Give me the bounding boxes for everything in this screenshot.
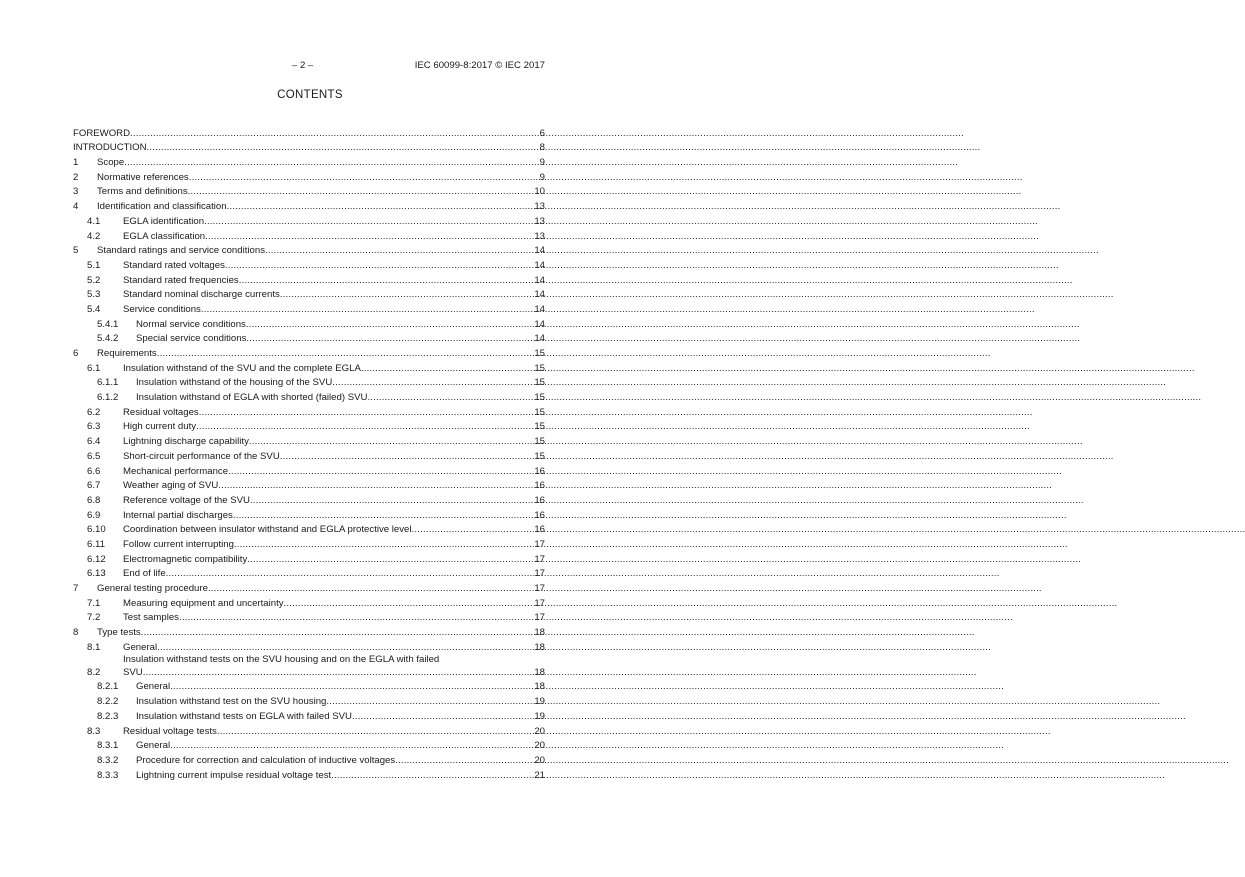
toc-entry[interactable] (73, 678, 545, 693)
toc-entry[interactable] (73, 168, 545, 183)
toc-entry-number: 6.12 (87, 553, 106, 565)
toc-entry-page: 16 (534, 465, 545, 477)
toc-entry-title: Insulation withstand tests on the SVU housing and on the EGLA with failed (123, 653, 440, 665)
toc-entry[interactable] (73, 315, 545, 330)
toc-entry[interactable] (73, 491, 545, 506)
toc-entry-page: 17 (534, 583, 545, 594)
toc-leader-dots (361, 363, 534, 374)
toc-leader-dots (208, 583, 534, 594)
toc-entry-title: General (136, 740, 171, 752)
toc-entry-number: 6.13 (87, 568, 106, 580)
page-number-marker: – 2 – (292, 60, 314, 71)
toc-entry-number: 8.3.2 (97, 754, 119, 766)
toc-leader-dots (179, 612, 534, 623)
toc-entry-page: 16 (534, 509, 545, 521)
toc-entry-page: 14 (534, 303, 545, 315)
toc-entry-number: 7.1 (87, 597, 101, 609)
toc-entry-title: EGLA identification (123, 215, 205, 227)
toc-leader-dots (170, 681, 534, 692)
toc-entry[interactable] (73, 623, 545, 638)
toc-entry-page: 20 (534, 725, 545, 737)
toc-leader-dots (280, 451, 535, 462)
toc-entry-number: 8.2.1 (97, 681, 119, 693)
toc-leader-dots (217, 726, 534, 737)
toc-leader-dots (412, 524, 535, 535)
toc-entry-page: 15 (534, 421, 545, 433)
toc-entry-number: 6.6 (87, 465, 101, 477)
toc-entry[interactable] (73, 139, 545, 154)
toc-entry-number: 6.4 (87, 436, 101, 448)
toc-entry-title: Residual voltages (123, 406, 199, 418)
toc-leader-dots (239, 275, 535, 286)
toc-entry[interactable] (73, 227, 545, 242)
toc-entry-number: 8.1 (87, 641, 101, 653)
toc-entry-title: Short-circuit performance of the SVU (123, 450, 280, 462)
toc-entry-number: 6.1.1 (97, 377, 119, 389)
page-title: CONTENTS (277, 89, 343, 101)
toc-leader-dots (189, 172, 540, 183)
toc-entry-title: Follow current interrupting (123, 538, 234, 550)
toc-leader-dots (141, 627, 535, 638)
toc-entry-number: 6.1.2 (97, 392, 119, 404)
toc-entry-title: General testing procedure (97, 583, 208, 594)
toc-entry-title: Standard nominal discharge currents (123, 289, 280, 301)
toc-entry[interactable] (73, 722, 545, 737)
toc-entry-title: Weather aging of SVU (123, 480, 219, 492)
toc-entry[interactable] (73, 153, 545, 168)
toc-entry-page: 14 (534, 333, 545, 345)
toc-entry[interactable] (73, 388, 545, 403)
toc-entry-title: Mechanical performance (123, 465, 229, 477)
toc-entry[interactable] (73, 330, 545, 345)
toc-entry-page: 15 (534, 436, 545, 448)
toc-entry-page: 14 (534, 318, 545, 330)
toc-leader-dots (246, 333, 534, 344)
toc-entry[interactable] (73, 197, 545, 212)
toc-leader-dots (157, 642, 534, 653)
toc-entry-title: Insulation withstand test on the SVU housing (136, 696, 327, 708)
toc-entry[interactable] (73, 359, 545, 374)
toc-entry-title: INTRODUCTION (73, 142, 147, 154)
toc-entry-page: 15 (534, 392, 545, 404)
toc-entry-title: Coordination between insulator withstand and EGLA protective level (123, 524, 412, 536)
toc-entry-page: 14 (534, 245, 545, 257)
toc-entry-number: 4 (73, 201, 79, 213)
toc-leader-dots (227, 201, 535, 212)
toc-entry[interactable] (73, 506, 545, 521)
toc-leader-dots (250, 495, 534, 506)
toc-leader-dots (204, 216, 534, 227)
toc-entry-number: 8.2.3 (97, 710, 119, 722)
toc-entry-page: 18 (534, 666, 545, 678)
toc-entry[interactable] (73, 344, 545, 359)
toc-leader-dots (331, 770, 534, 781)
toc-entry-title: High current duty (123, 421, 197, 433)
toc-entry-number: 6.5 (87, 450, 101, 462)
toc-entry-title: Reference voltage of the SVU (123, 494, 250, 506)
toc-entry-page: 17 (534, 612, 545, 624)
toc-leader-dots (332, 377, 534, 388)
toc-entry-number: 8.3.1 (97, 740, 119, 752)
toc-entry-page: 13 (534, 201, 545, 213)
toc-entry-title: Insulation withstand tests on EGLA with failed SVU (136, 710, 352, 722)
toc-entry-title: Insulation withstand of the SVU and the complete EGLA (123, 362, 361, 374)
toc-leader-dots (157, 348, 535, 359)
toc-entry-page: 16 (534, 480, 545, 492)
toc-leader-dots (225, 260, 534, 271)
toc-entry[interactable] (73, 432, 545, 447)
toc-entry[interactable] (73, 212, 545, 227)
toc-entry-title: Requirements (97, 348, 157, 359)
toc-entry-title-continued: SVU (123, 666, 143, 678)
toc-entry-page: 6 (539, 127, 545, 139)
toc-entry-page: 16 (534, 524, 545, 536)
toc-entry-title: Insulation withstand of EGLA with shorted (failed) SVU (136, 392, 368, 404)
toc-entry-page: 15 (534, 377, 545, 389)
toc-leader-dots (188, 186, 535, 197)
toc-leader-dots (199, 407, 535, 418)
toc-entry-number: 1 (73, 157, 79, 169)
toc-entry-page: 17 (534, 538, 545, 550)
toc-entry-title: General (136, 681, 171, 693)
toc-leader-dots (218, 480, 534, 491)
toc-leader-dots (367, 392, 534, 403)
toc-entry[interactable] (73, 751, 545, 766)
toc-entry-number: 6.3 (87, 421, 101, 433)
toc-entry-page: 18 (534, 627, 545, 639)
toc-entry[interactable] (73, 447, 545, 462)
toc-leader-dots (166, 568, 535, 579)
toc-entry-page: 16 (534, 494, 545, 506)
toc-entry-number: 6 (73, 348, 79, 359)
toc-entry-title: Type tests (97, 627, 141, 639)
toc-entry-title: Measuring equipment and uncertainty (123, 597, 284, 609)
toc-entry-title: Service conditions (123, 303, 201, 315)
toc-entry-number: 5.2 (87, 274, 101, 286)
document-page (0, 0, 620, 877)
toc-entry-page: 20 (534, 740, 545, 752)
toc-entry[interactable] (73, 477, 545, 492)
toc-entry-number: 6.7 (87, 480, 101, 492)
toc-entry-number: 8 (73, 627, 79, 639)
toc-entry[interactable] (73, 286, 545, 301)
toc-entry-title: Internal partial discharges (123, 509, 233, 521)
toc-leader-dots (265, 245, 534, 256)
toc-entry-number: 5.4.1 (97, 318, 119, 330)
toc-entry-page: 13 (534, 215, 545, 227)
page-header (0, 60, 620, 74)
toc-leader-dots (234, 539, 534, 550)
toc-entry[interactable] (73, 242, 545, 257)
toc-leader-dots (249, 436, 534, 447)
toc-entry[interactable] (73, 256, 545, 271)
toc-entry[interactable] (73, 638, 545, 653)
toc-entry[interactable] (73, 183, 545, 198)
toc-entry[interactable] (73, 565, 545, 580)
toc-entry[interactable] (73, 418, 545, 433)
toc-entry[interactable] (73, 766, 545, 781)
toc-leader-dots (228, 466, 534, 477)
toc-entry-title: Identification and classification (97, 201, 227, 213)
toc-entry-number: 6.1 (87, 362, 101, 374)
toc-entry-number: 5.3 (87, 289, 101, 301)
toc-entry-title: Standard rated voltages (123, 259, 225, 271)
toc-entry-title: Terms and definitions (97, 186, 188, 198)
toc-leader-dots (147, 142, 540, 153)
toc-leader-dots (246, 319, 534, 330)
toc-entry-page: 17 (534, 597, 545, 609)
toc-entry[interactable] (73, 653, 545, 678)
toc-entry-number: 5.4.2 (97, 333, 119, 345)
toc-leader-dots (247, 554, 534, 565)
toc-entry-title: Normal service conditions (136, 318, 246, 330)
toc-entry-number: 8.2 (87, 666, 101, 678)
toc-leader-dots (284, 598, 535, 609)
toc-entry[interactable] (73, 594, 545, 609)
toc-entry-number: 7.2 (87, 612, 101, 624)
toc-leader-dots (326, 696, 534, 707)
toc-leader-dots (352, 711, 534, 722)
toc-entry-page: 15 (534, 348, 545, 359)
toc-entry-page: 10 (534, 186, 545, 198)
toc-entry-title: Lightning current impulse residual voltage test (136, 769, 332, 781)
toc-entry-number: 3 (73, 186, 79, 198)
toc-entry-number: 4.2 (87, 230, 101, 242)
toc-entry-number: 8.2.2 (97, 696, 119, 708)
toc-entry-number: 6.8 (87, 494, 101, 506)
toc-entry-title: Standard rated frequencies (123, 274, 239, 286)
toc-entry-page: 13 (534, 230, 545, 242)
toc-leader-dots (395, 755, 534, 766)
toc-entry-title: Lightning discharge capability (123, 436, 249, 448)
toc-entry-page: 18 (534, 641, 545, 653)
toc-entry-title: End of life (123, 568, 166, 580)
standard-reference: IEC 60099-8:2017 © IEC 2017 (414, 60, 545, 71)
toc-entry-title: Residual voltage tests (123, 725, 217, 737)
table-of-contents (73, 124, 545, 781)
toc-entry-page: 15 (534, 362, 545, 374)
toc-entry[interactable] (73, 550, 545, 565)
toc-entry[interactable] (73, 609, 545, 624)
toc-leader-dots (143, 667, 535, 678)
toc-entry-page: 15 (534, 450, 545, 462)
toc-leader-dots (130, 128, 540, 139)
toc-entry-title: Standard ratings and service conditions (97, 245, 265, 257)
toc-entry-number: 8.3 (87, 725, 101, 737)
toc-entry[interactable] (73, 579, 545, 594)
toc-entry[interactable] (73, 462, 545, 477)
toc-entry-page: 18 (534, 681, 545, 693)
toc-leader-dots (205, 231, 534, 242)
toc-entry-number: 5.1 (87, 259, 101, 271)
toc-entry[interactable] (73, 374, 545, 389)
toc-entry-title: General (123, 641, 158, 653)
toc-entry[interactable] (73, 300, 545, 315)
toc-entry[interactable] (73, 692, 545, 707)
toc-entry-number: 8.3.3 (97, 769, 119, 781)
toc-entry-title: FOREWORD (73, 127, 131, 139)
toc-leader-dots (170, 740, 534, 751)
toc-leader-dots (196, 421, 534, 432)
toc-entry-number: 2 (73, 171, 79, 183)
toc-entry-page: 14 (534, 259, 545, 271)
toc-entry-page: 14 (534, 274, 545, 286)
toc-entry-number: 6.11 (87, 538, 105, 550)
toc-entry-number: 7 (73, 583, 79, 594)
toc-entry-page: 17 (534, 568, 545, 580)
toc-entry-page: 8 (539, 142, 545, 154)
toc-entry-number: 6.10 (87, 524, 106, 536)
toc-leader-dots (124, 157, 539, 168)
toc-entry-title: EGLA classification (123, 230, 206, 242)
toc-entry[interactable] (73, 521, 545, 536)
toc-entry-title: Procedure for correction and calculation of inductive voltages (136, 754, 396, 766)
toc-leader-dots (233, 510, 534, 521)
toc-entry-title: Special service conditions (136, 333, 247, 345)
toc-entry-number: 5.4 (87, 303, 101, 315)
toc-entry[interactable] (73, 737, 545, 752)
toc-entry[interactable] (73, 707, 545, 722)
toc-entry[interactable] (73, 403, 545, 418)
toc-entry-page: 19 (534, 696, 545, 708)
toc-entry-title: Normative references (97, 171, 189, 183)
toc-entry-number: 6.9 (87, 509, 101, 521)
toc-entry-title: Test samples (123, 612, 179, 624)
toc-entry-title: Insulation withstand of the housing of the SVU (136, 377, 333, 389)
toc-entry-page: 17 (534, 553, 545, 565)
toc-leader-dots (201, 304, 534, 315)
toc-entry[interactable] (73, 124, 545, 139)
toc-entry-page: 15 (534, 406, 545, 418)
toc-entry-number: 4.1 (87, 215, 101, 227)
toc-entry-page: 19 (534, 710, 545, 722)
toc-entry-title: Scope (97, 157, 125, 169)
toc-entry[interactable] (73, 271, 545, 286)
toc-entry-page: 9 (539, 171, 545, 183)
toc-entry-page: 21 (534, 769, 545, 781)
toc-leader-dots (280, 289, 535, 300)
toc-entry-title: Electromagnetic compatibility (123, 553, 248, 565)
toc-entry[interactable] (73, 535, 545, 550)
toc-entry-page: 9 (539, 157, 545, 169)
toc-entry-page: 20 (534, 754, 545, 766)
toc-entry-number: 6.2 (87, 406, 101, 418)
toc-entry-page: 14 (534, 289, 545, 301)
toc-entry-number: 5 (73, 245, 79, 257)
